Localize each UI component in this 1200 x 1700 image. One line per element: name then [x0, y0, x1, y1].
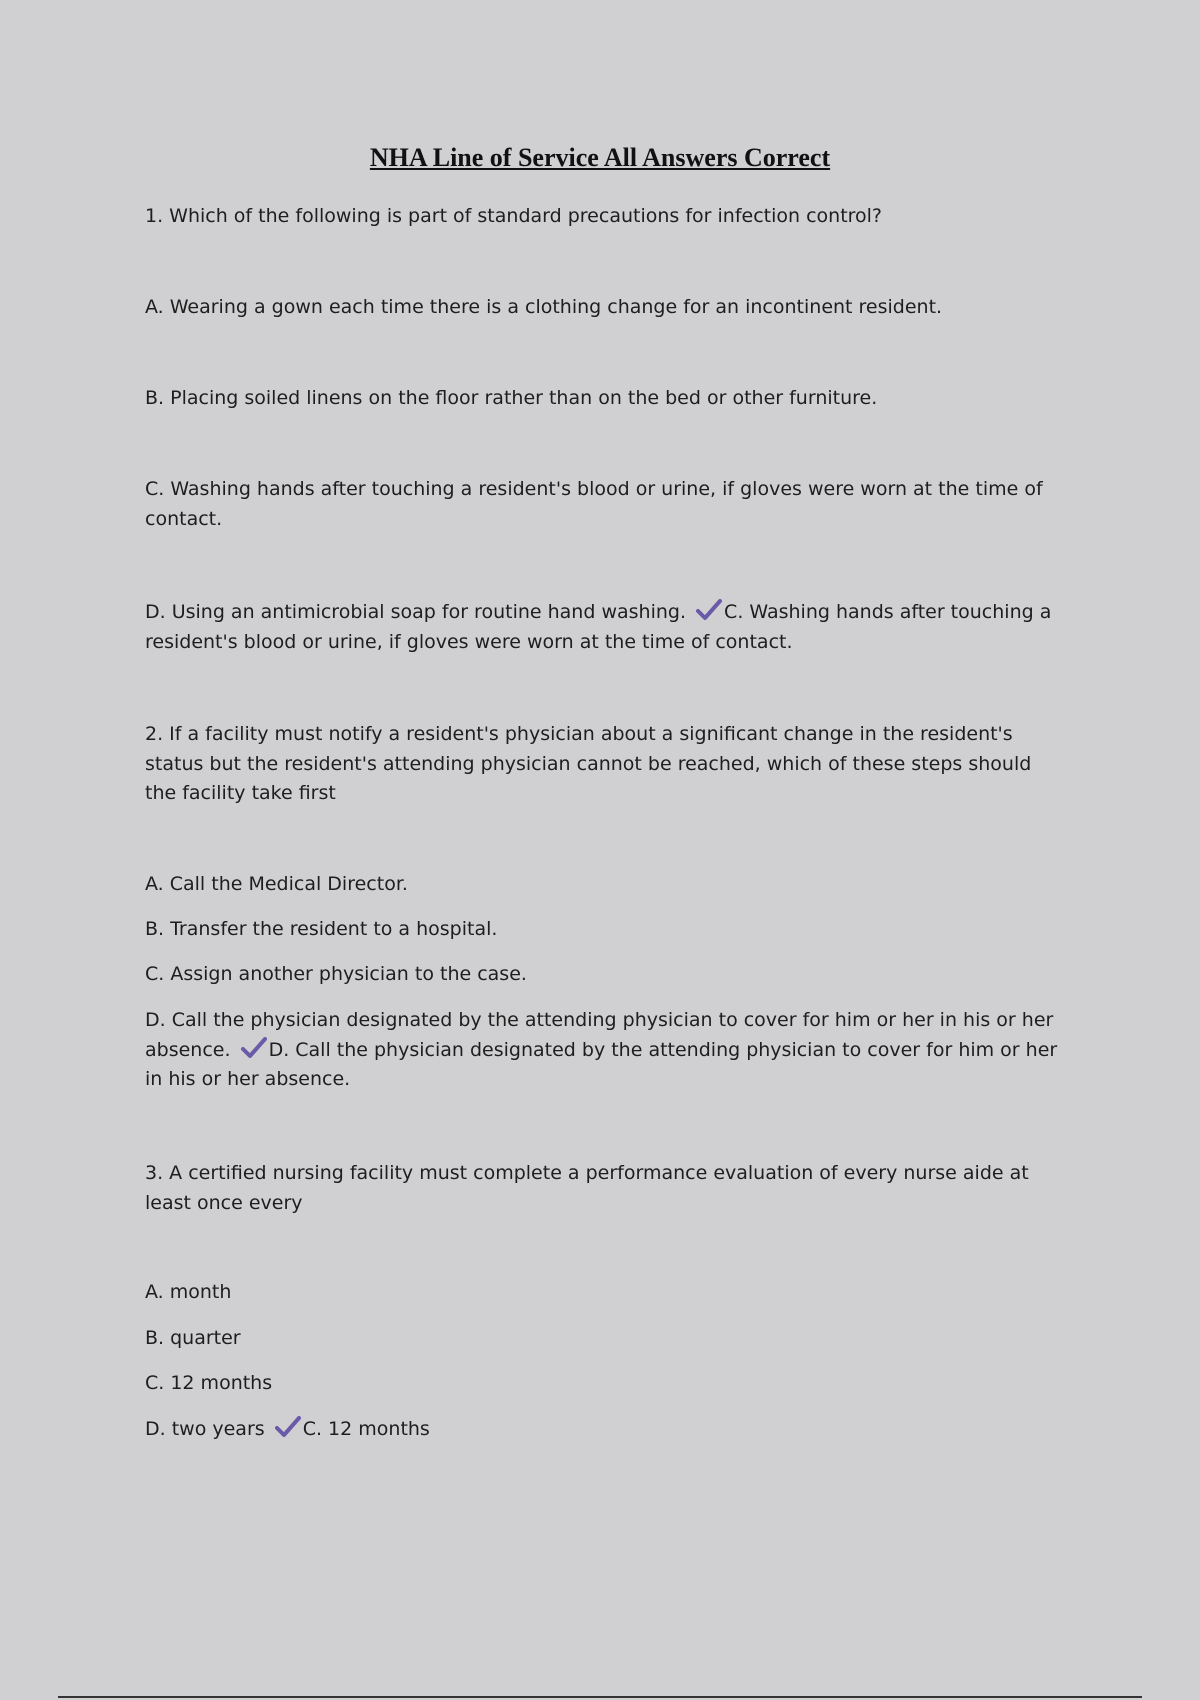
- question-3-option-c: C. 12 months: [145, 1372, 273, 1394]
- question-2-option-d-with-answer: [145, 1006, 1065, 1095]
- question-3-answer: C. 12 months: [302, 1418, 430, 1440]
- question-2-option-b: B. Transfer the resident to a hospital.: [145, 918, 498, 940]
- question-1-option-d-with-answer: [145, 598, 1065, 657]
- question-1-option-b: B. Placing soiled linens on the floor rather than on the bed or other furniture.: [145, 387, 878, 409]
- question-3-option-d-with-answer: [145, 1415, 1065, 1445]
- question-2-option-d: D. Call the physician designated by the attending physician to cover for him or her in his or her absence.: [145, 1009, 1054, 1061]
- footer-divider: [58, 1696, 1142, 1698]
- question-2-prompt: 2. If a facility must notify a resident's physician about a significant change in the resident's status but the resident's attending physician cannot be reached, which of these steps should the facility take first: [145, 723, 1032, 804]
- question-3-option-d: D. two years: [145, 1418, 265, 1440]
- question-1-prompt: 1. Which of the following is part of standard precautions for infection control?: [145, 205, 883, 227]
- question-3-option-a: A. month: [145, 1281, 232, 1303]
- checkmark-icon: [241, 1037, 267, 1059]
- document-title: NHA Line of Service All Answers Correct: [369, 143, 831, 172]
- question-1-answer: C. Washing hands after touching a resident's blood or urine, if gloves were worn at the time of contact.: [145, 601, 1052, 653]
- question-1-option-a: A. Wearing a gown each time there is a clothing change for an incontinent resident.: [145, 296, 943, 318]
- question-2-option-a: A. Call the Medical Director.: [145, 873, 408, 895]
- question-3-prompt: 3. A certified nursing facility must complete a performance evaluation of every nurse aide at least once every: [145, 1162, 1029, 1214]
- question-2-answer: D. Call the physician designated by the attending physician to cover for him or her in his or her absence.: [145, 1038, 1058, 1090]
- question-1-option-c: C. Washing hands after touching a resident's blood or urine, if gloves were worn at the time of contact.: [145, 478, 1043, 530]
- question-2-option-c: C. Assign another physician to the case.: [145, 963, 527, 985]
- question-1-option-d: D. Using an antimicrobial soap for routine hand washing.: [145, 601, 686, 623]
- question-3-option-b: B. quarter: [145, 1327, 241, 1349]
- checkmark-icon: [275, 1416, 301, 1438]
- checkmark-icon: [696, 599, 722, 621]
